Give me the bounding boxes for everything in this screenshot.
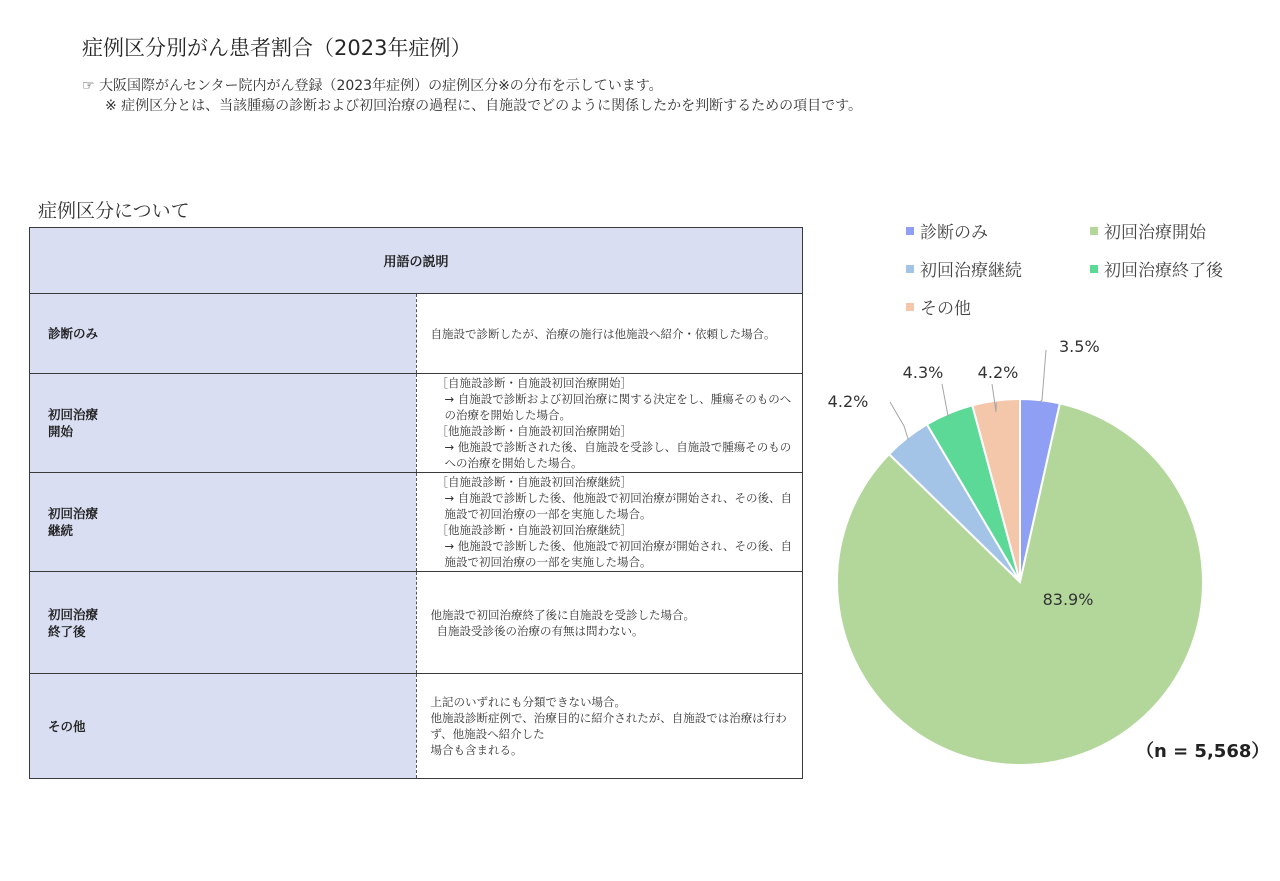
- table-row: [30, 374, 803, 473]
- term-text: 開始: [48, 424, 74, 439]
- desc-cell: [416, 674, 803, 779]
- desc-line: 場合も含まれる。: [430, 743, 523, 757]
- legend-item: [906, 256, 1022, 281]
- leader-line: [1040, 350, 1046, 402]
- legend-label: その他: [920, 299, 971, 319]
- sample-size-label: （n = 5,568）: [1136, 741, 1270, 762]
- desc-line: → 自施設で診断した後、他施設で初回治療が開始され、その後、自施設で初回治療の一部を実施した場合。: [444, 491, 792, 521]
- term-text: 診断のみ: [48, 326, 99, 341]
- desc-cell: [416, 572, 803, 674]
- legend-swatch: [906, 303, 914, 311]
- terms-table: [29, 227, 803, 779]
- desc-line: → 他施設で診断した後、他施設で初回治療が開始され、その後、自施設で初回治療の一部を実施した場合。: [444, 539, 792, 569]
- pie-chart: [820, 330, 1260, 780]
- legend-item: [1090, 218, 1206, 243]
- legend-item: [1090, 256, 1223, 281]
- desc-line: ［自施設診断・自施設初回治療継続］: [436, 475, 632, 489]
- table-row: [30, 294, 803, 374]
- data-label: 4.3%: [902, 363, 944, 382]
- term-cell: [30, 473, 417, 572]
- legend-swatch: [906, 265, 914, 273]
- term-cell: [30, 674, 417, 779]
- data-label: 3.5%: [1059, 337, 1100, 356]
- legend-label: 初回治療開始: [1104, 223, 1206, 243]
- desc-cell: [416, 374, 803, 473]
- term-cell: [30, 572, 417, 674]
- term-text: その他: [48, 718, 86, 734]
- desc-line: → 自施設で診断および初回治療に関する決定をし、腫瘍そのものへの治療を開始した場合。: [444, 392, 792, 422]
- table-row: [30, 572, 803, 674]
- leader-line: [942, 384, 950, 416]
- data-label: 83.9%: [1042, 590, 1094, 609]
- term-text: 初回治療: [48, 407, 99, 422]
- desc-line: → 他施設で診断された後、自施設を受診し、自施設で腫瘍そのものへの治療を開始した場合。: [444, 440, 792, 470]
- table-row: [30, 674, 803, 779]
- leader-line: [890, 402, 908, 440]
- desc-line: ［他施設診断・自施設初回治療開始］: [436, 424, 632, 438]
- table-row: [30, 473, 803, 572]
- desc-line: ［他施設診断・自施設初回治療継続］: [436, 523, 632, 537]
- term-cell: [30, 374, 417, 473]
- note-line-1: ☞ 大阪国際がんセンター院内がん登録（2023年症例）の症例区分※の分布を示しています。: [82, 78, 663, 94]
- note-line-2: ※ 症例区分とは、当該腫瘍の診断および初回治療の過程に、自施設でどのように関係したかを判断するための項目です。: [105, 98, 863, 114]
- notes: [82, 76, 862, 116]
- legend-label: 診断のみ: [920, 223, 988, 243]
- data-label: 4.2%: [977, 363, 1019, 382]
- section-title: 症例区分について: [38, 200, 190, 222]
- desc-line: 他施設で初回治療終了後に自施設を受診した場合。: [430, 607, 695, 622]
- desc-line: 自施設で診断したが、治療の施行は他施設へ紹介・依頼した場合。: [430, 326, 776, 341]
- desc-line: 上記のいずれにも分類できない場合。: [430, 695, 626, 709]
- desc-cell: [416, 294, 803, 374]
- term-cell: [30, 294, 417, 374]
- desc-cell: [416, 473, 803, 572]
- term-text: 継続: [48, 523, 74, 538]
- legend-swatch: [906, 227, 914, 235]
- legend-label: 初回治療終了後: [1104, 261, 1223, 281]
- desc-line: ［自施設診断・自施設初回治療開始］: [436, 376, 632, 390]
- legend-swatch: [1090, 227, 1098, 235]
- term-text: 初回治療: [48, 606, 99, 622]
- legend-swatch: [1090, 265, 1098, 273]
- legend-label: 初回治療継続: [920, 261, 1022, 281]
- term-text: 終了後: [48, 623, 86, 639]
- desc-line: 自施設受診後の治療の有無は問わない。: [436, 623, 644, 638]
- legend-item: [906, 294, 971, 319]
- term-text: 初回治療: [48, 506, 99, 521]
- table-header: 用語の説明: [30, 228, 803, 294]
- desc-line: 他施設診断症例で、治療目的に紹介されたが、自施設では治療は行わず、他施設へ紹介した: [430, 711, 787, 741]
- legend-item: [906, 218, 988, 243]
- data-label: 4.2%: [827, 392, 869, 411]
- page-title: 症例区分別がん患者割合（2023年症例）: [82, 36, 472, 60]
